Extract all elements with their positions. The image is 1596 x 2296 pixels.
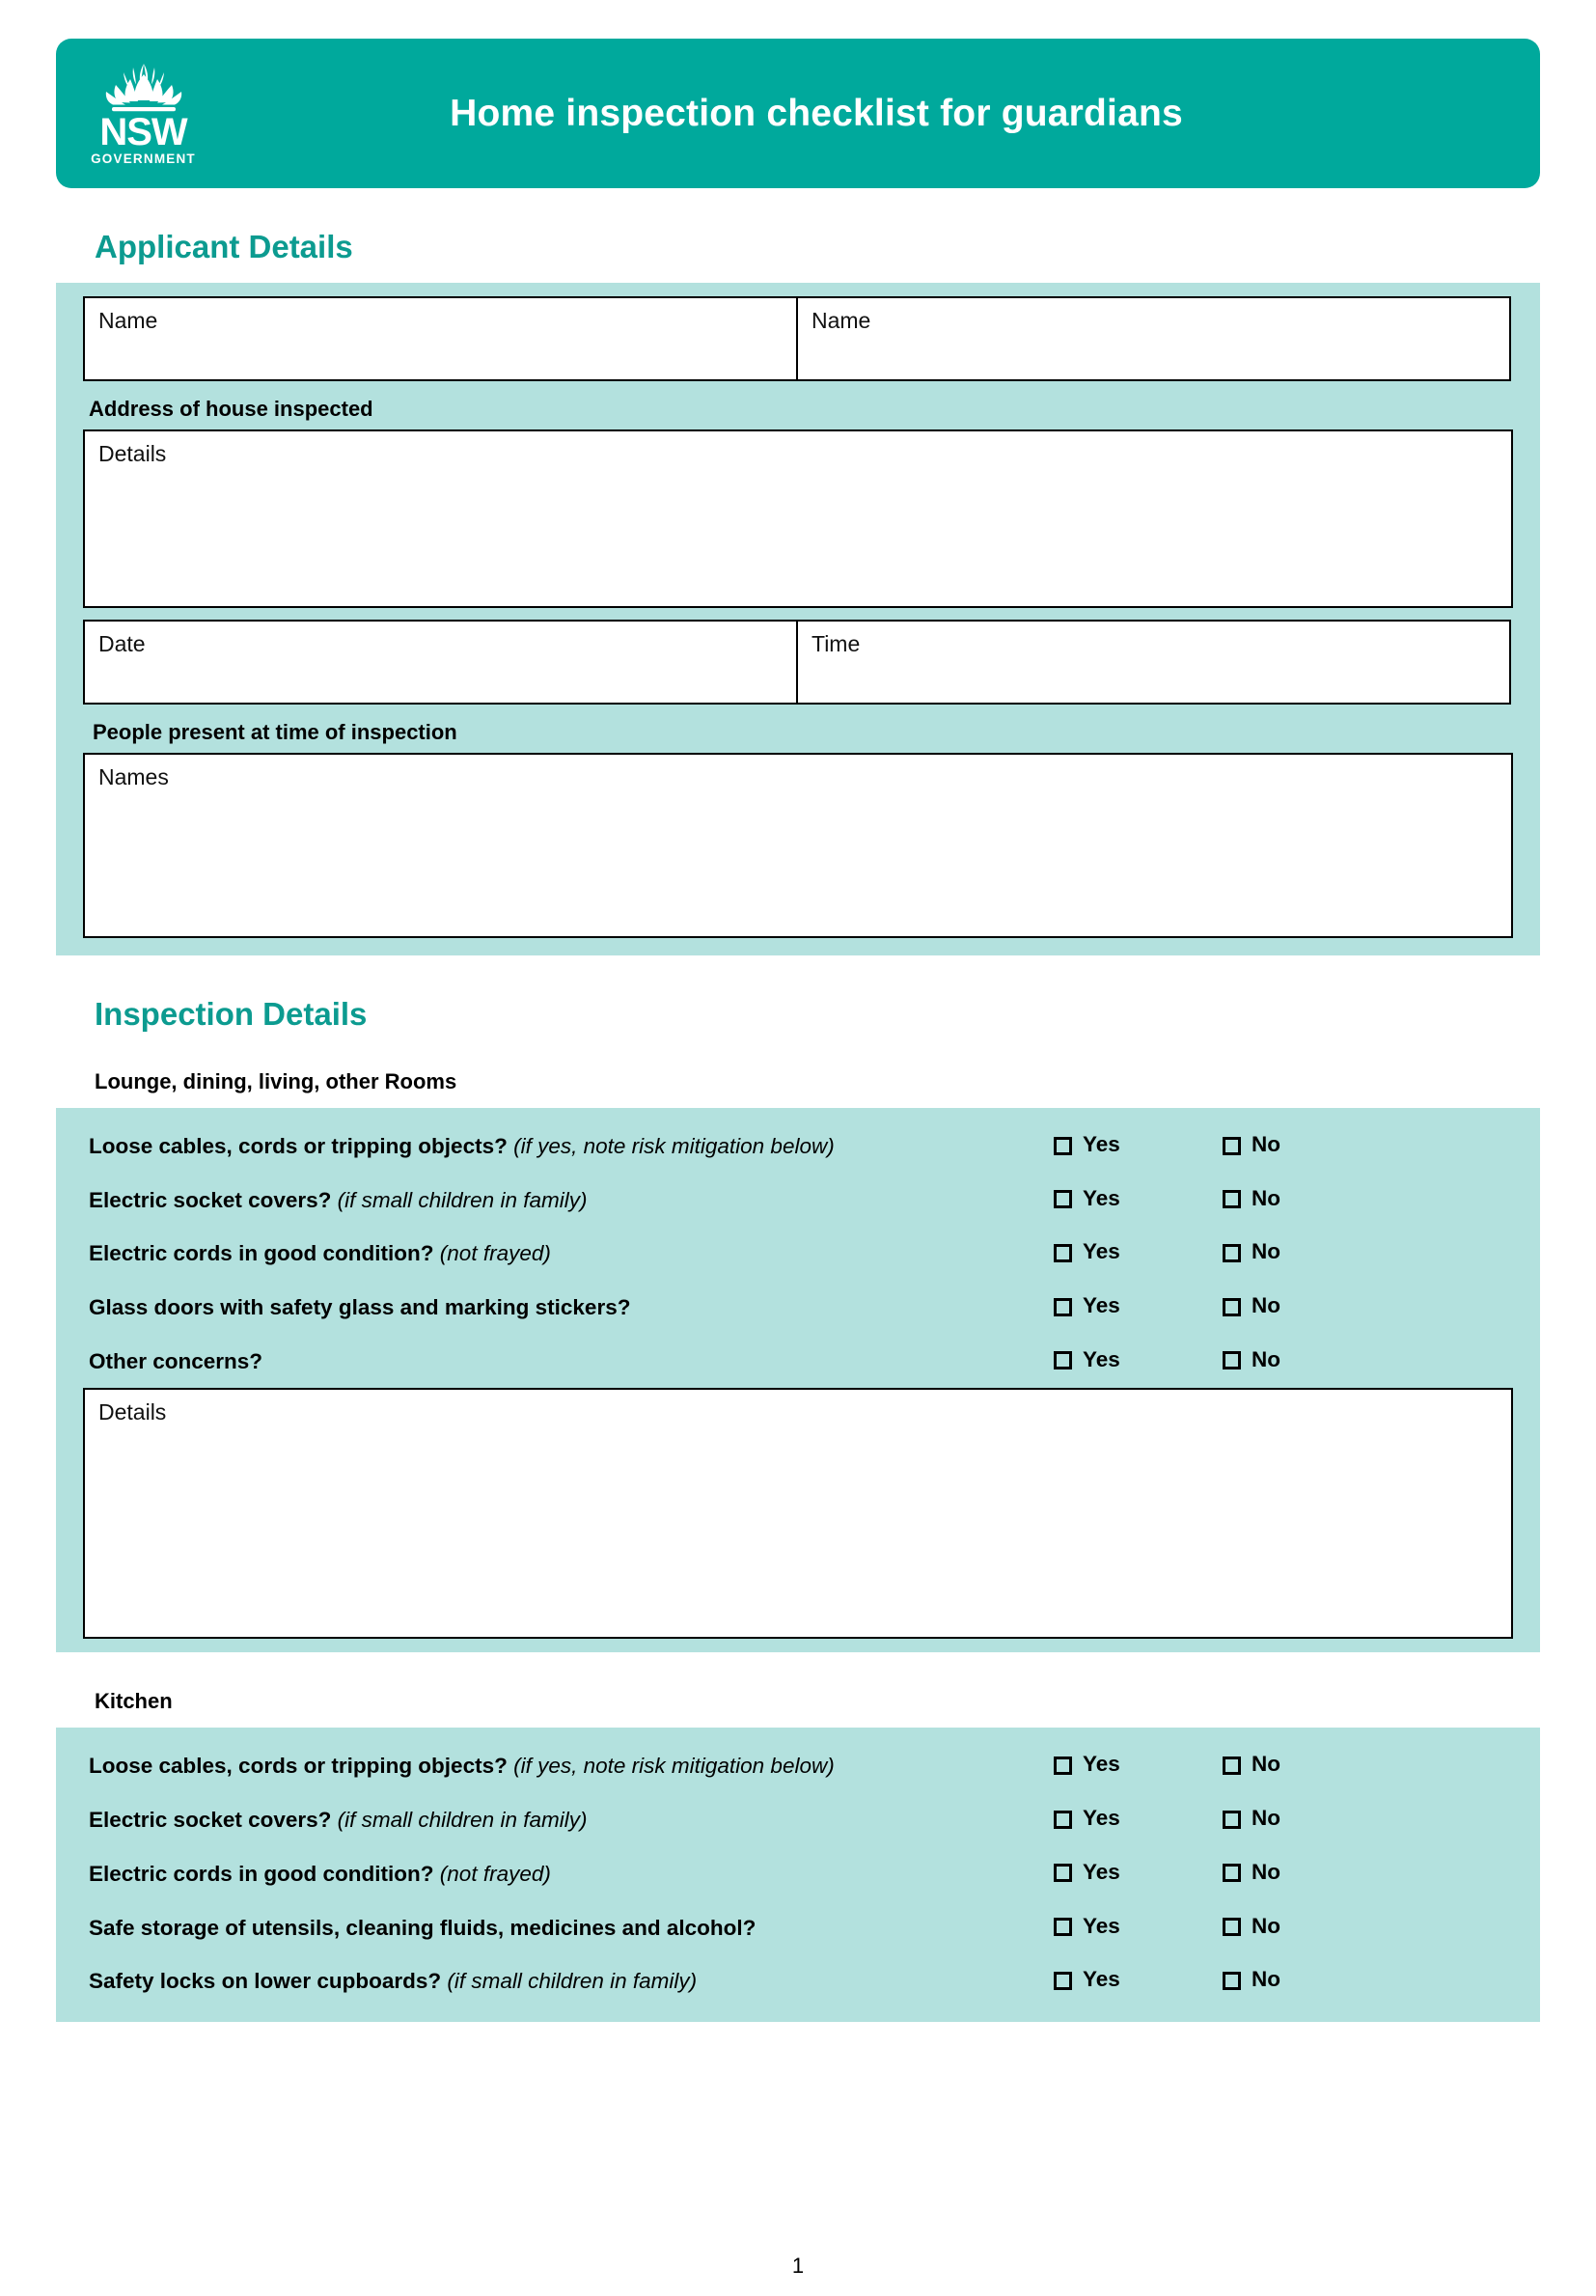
question-italic-text: (if small children in family) (337, 1187, 588, 1212)
applicant-details-panel (56, 283, 1540, 955)
answer-yes-label: Yes (1083, 1132, 1120, 1156)
checkbox-empty-icon[interactable] (1223, 1244, 1241, 1262)
checkbox-empty-icon[interactable] (1054, 1298, 1072, 1316)
date-time-row (83, 620, 1513, 705)
lounge-details-field[interactable]: Details (83, 1388, 1513, 1639)
answer-yes-label: Yes (1083, 1752, 1120, 1777)
checkbox-empty-icon[interactable] (1223, 1190, 1241, 1208)
checkbox-empty-icon[interactable] (1054, 1757, 1072, 1775)
answer-yes-option[interactable] (1054, 1293, 1223, 1318)
answer-no-label: No (1252, 1913, 1280, 1938)
question-italic-text: (if small children in family) (447, 1969, 698, 1994)
answer-no-label: No (1252, 1132, 1280, 1156)
name-field-left[interactable]: Name (83, 296, 798, 381)
question-bold-text: Safety locks on lower cupboards? (89, 1969, 442, 1994)
section-heading-inspection-details: Inspection Details (95, 996, 368, 1032)
answer-yes-label: Yes (1083, 1346, 1120, 1371)
answer-yes-option[interactable] (1054, 1860, 1223, 1885)
question-row (83, 1120, 1513, 1174)
question-bold-text: Safe storage of utensils, cleaning fluids, medicines and alcohol? (89, 1915, 757, 1940)
name-fields-row (83, 296, 1513, 381)
answer-no-label: No (1252, 1293, 1280, 1318)
time-field[interactable]: Time (796, 620, 1511, 705)
page-title: Home inspection checklist for guardians (450, 92, 1183, 134)
question-bold-text: Loose cables, cords or tripping objects? (89, 1134, 508, 1158)
answer-yes-label: Yes (1083, 1185, 1120, 1210)
question-row (83, 1901, 1513, 1955)
answer-yes-option[interactable] (1054, 1806, 1223, 1831)
checkbox-empty-icon[interactable] (1054, 1918, 1072, 1936)
answer-yes-option[interactable] (1054, 1347, 1223, 1372)
people-present-label: People present at time of inspection (93, 720, 457, 744)
answer-no-label: No (1252, 1239, 1280, 1264)
question-italic-text: (if yes, note risk mitigation below) (513, 1134, 835, 1158)
checkbox-empty-icon[interactable] (1223, 1918, 1241, 1936)
question-bold-text: Glass doors with safety glass and marking stickers? (89, 1295, 631, 1320)
checkbox-empty-icon[interactable] (1054, 1972, 1072, 1990)
question-text (89, 1186, 1054, 1215)
answer-yes-label: Yes (1083, 1859, 1120, 1884)
answer-no-label: No (1252, 1859, 1280, 1884)
question-bold-text: Electric socket covers? (89, 1808, 332, 1833)
question-italic-text: (not frayed) (439, 1241, 551, 1266)
question-row (83, 1954, 1513, 2008)
question-row (83, 1335, 1513, 1389)
question-bold-text: Electric cords in good condition? (89, 1241, 434, 1266)
answer-no-label: No (1252, 1185, 1280, 1210)
answer-yes-option[interactable] (1054, 1239, 1223, 1264)
answer-yes-option[interactable] (1054, 1752, 1223, 1777)
question-row (83, 1281, 1513, 1335)
subsection-heading-lounge: Lounge, dining, living, other Rooms (95, 1069, 457, 1093)
logo-nsw-text: NSW (99, 111, 187, 153)
logo-government-text: GOVERNMENT (91, 152, 196, 166)
question-row (83, 1793, 1513, 1847)
question-bold-text: Electric cords in good condition? (89, 1861, 434, 1886)
answer-no-option[interactable] (1223, 1806, 1367, 1831)
question-row (83, 1174, 1513, 1228)
answer-yes-label: Yes (1083, 1293, 1120, 1318)
answer-yes-label: Yes (1083, 1806, 1120, 1831)
answer-no-option[interactable] (1223, 1967, 1367, 1992)
question-text (89, 1293, 1054, 1322)
answer-no-option[interactable] (1223, 1752, 1367, 1777)
checkbox-empty-icon[interactable] (1223, 1298, 1241, 1316)
checkbox-empty-icon[interactable] (1054, 1864, 1072, 1882)
answer-yes-option[interactable] (1054, 1132, 1223, 1157)
question-text (89, 1347, 1054, 1376)
question-text (89, 1914, 1054, 1943)
checkbox-empty-icon[interactable] (1054, 1190, 1072, 1208)
lounge-questions-panel (56, 1108, 1540, 1652)
document-page (0, 39, 1596, 2296)
question-text (89, 1967, 1054, 1996)
nsw-waratah-logo-icon (101, 62, 186, 114)
answer-no-option[interactable] (1223, 1914, 1367, 1939)
answer-no-label: No (1252, 1967, 1280, 1992)
nsw-government-logo (83, 48, 204, 179)
question-italic-text: (if yes, note risk mitigation below) (513, 1754, 835, 1779)
answer-yes-option[interactable] (1054, 1186, 1223, 1211)
answer-no-option[interactable] (1223, 1132, 1367, 1157)
answer-no-option[interactable] (1223, 1239, 1367, 1264)
checkbox-empty-icon[interactable] (1223, 1137, 1241, 1155)
page-number-footer: 1 (791, 2254, 805, 2278)
answer-no-option[interactable] (1223, 1293, 1367, 1318)
checkbox-empty-icon[interactable] (1054, 1137, 1072, 1155)
question-row (83, 1847, 1513, 1901)
header-banner (56, 39, 1540, 188)
question-text (89, 1752, 1054, 1781)
question-text (89, 1132, 1054, 1161)
answer-yes-option[interactable] (1054, 1914, 1223, 1939)
checkbox-empty-icon[interactable] (1223, 1351, 1241, 1369)
checkbox-empty-icon[interactable] (1223, 1757, 1241, 1775)
question-text (89, 1806, 1054, 1835)
address-label: Address of house inspected (89, 397, 373, 421)
answer-yes-label: Yes (1083, 1913, 1120, 1938)
answer-no-option[interactable] (1223, 1186, 1367, 1211)
question-italic-text: (not frayed) (439, 1861, 551, 1886)
answer-yes-option[interactable] (1054, 1967, 1223, 1992)
checkbox-empty-icon[interactable] (1223, 1972, 1241, 1990)
people-present-field[interactable]: Names (83, 753, 1513, 938)
question-text (89, 1860, 1054, 1889)
checkbox-empty-icon[interactable] (1054, 1811, 1072, 1829)
question-text (89, 1239, 1054, 1268)
checkbox-empty-icon[interactable] (1054, 1244, 1072, 1262)
checkbox-empty-icon[interactable] (1223, 1864, 1241, 1882)
question-bold-text: Loose cables, cords or tripping objects? (89, 1754, 508, 1779)
name-field-right[interactable]: Name (796, 296, 1511, 381)
kitchen-questions-panel (56, 1728, 1540, 2021)
answer-yes-label: Yes (1083, 1239, 1120, 1264)
question-row (83, 1227, 1513, 1281)
answer-no-label: No (1252, 1752, 1280, 1777)
answer-no-option[interactable] (1223, 1347, 1367, 1372)
checkbox-empty-icon[interactable] (1223, 1811, 1241, 1829)
question-bold-text: Electric socket covers? (89, 1187, 332, 1212)
answer-no-option[interactable] (1223, 1860, 1367, 1885)
answer-yes-label: Yes (1083, 1967, 1120, 1992)
section-heading-applicant-details: Applicant Details (95, 229, 353, 264)
date-field[interactable]: Date (83, 620, 798, 705)
answer-no-label: No (1252, 1806, 1280, 1831)
address-details-field[interactable]: Details (83, 429, 1513, 608)
checkbox-empty-icon[interactable] (1054, 1351, 1072, 1369)
question-row (83, 1739, 1513, 1793)
subsection-heading-kitchen: Kitchen (95, 1689, 173, 1714)
question-bold-text: Other concerns? (89, 1348, 263, 1373)
question-italic-text: (if small children in family) (337, 1808, 588, 1833)
answer-no-label: No (1252, 1346, 1280, 1371)
